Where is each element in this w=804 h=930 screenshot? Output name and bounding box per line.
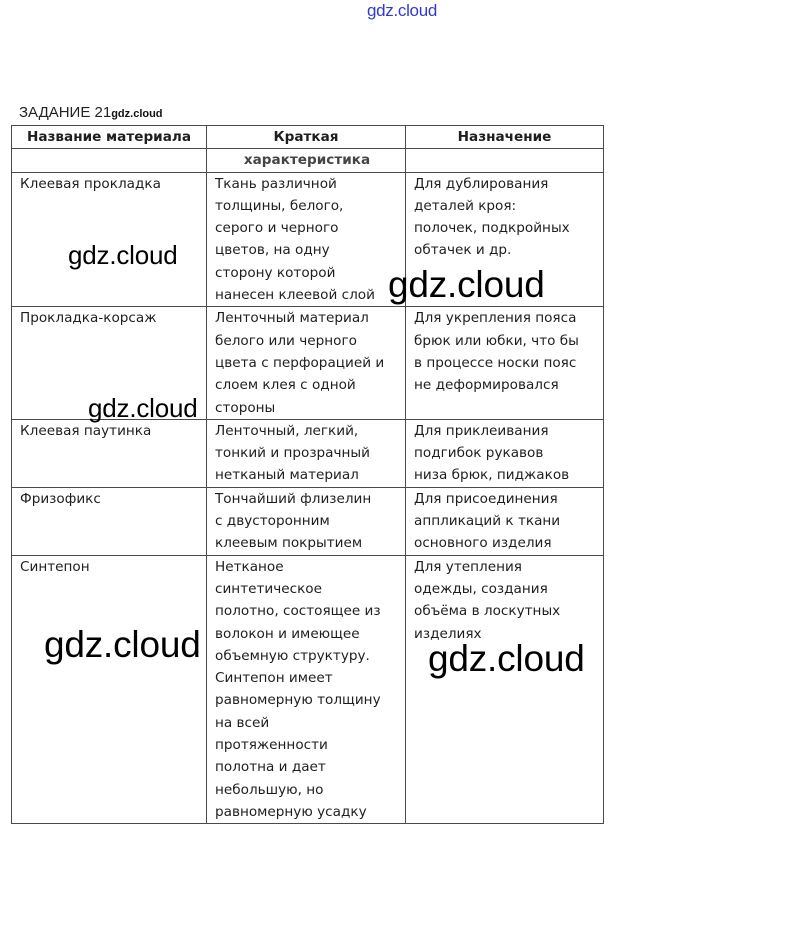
purpose-cell bbox=[406, 307, 604, 419]
cell-text-line: волокон и имеющее bbox=[215, 625, 360, 642]
cell-text-line: сторону которой bbox=[215, 264, 336, 281]
task-title bbox=[19, 104, 163, 121]
material-name-cell bbox=[12, 419, 207, 487]
description-cell bbox=[207, 555, 406, 824]
cell-text-line: Для приклеивания bbox=[414, 422, 549, 439]
cell-text-line: серого и черного bbox=[215, 220, 339, 237]
watermark-5: gdz.cloud bbox=[428, 638, 585, 679]
cell-text-line: Для укрепления пояса bbox=[414, 310, 577, 327]
cell-text-line: основного изделия bbox=[414, 535, 552, 552]
cell-text-line: Клеевая прокладка bbox=[20, 175, 161, 192]
cell-text-line: изделиях bbox=[414, 625, 482, 642]
cell-text-line: нетканый материал bbox=[215, 467, 359, 484]
cell-text-line: равномерную толщину bbox=[215, 692, 381, 709]
header-short-description: Краткая bbox=[207, 126, 406, 149]
description-cell bbox=[207, 307, 406, 419]
cell-text-line: Синтепон имеет bbox=[215, 670, 333, 687]
material-name-cell bbox=[12, 487, 207, 555]
cell-text-line: Фризофикс bbox=[20, 490, 101, 507]
cell-text-line: не деформировался bbox=[414, 377, 559, 394]
cell-text-line: объёма в лоскутных bbox=[414, 603, 561, 620]
cell-text-line: Прокладка-корсаж bbox=[20, 310, 157, 327]
cell-text-line: брюк или юбки, что бы bbox=[414, 332, 579, 349]
cell-text-line: синтетическое bbox=[215, 580, 322, 597]
cell-text-line: Клеевая паутинка bbox=[20, 422, 152, 439]
description-cell bbox=[207, 419, 406, 487]
cell-text-line: небольшую, но bbox=[215, 781, 324, 798]
cell-text-line: полочек, подкройных bbox=[414, 220, 570, 237]
cell-text-line: одежды, создания bbox=[414, 580, 548, 597]
cell-text-line: деталей кроя: bbox=[414, 197, 517, 214]
cell-text-line: равномерную усадку bbox=[215, 803, 367, 820]
table-row bbox=[12, 419, 604, 487]
subheader-empty-1 bbox=[12, 149, 207, 172]
task-title-watermark: gdz.cloud bbox=[111, 108, 163, 120]
cell-text-line: Нетканое bbox=[215, 558, 284, 575]
cell-text-line: аппликаций к ткани bbox=[414, 513, 561, 530]
cell-text-line: протяженности bbox=[215, 737, 328, 754]
cell-text-line: низа брюк, пиджаков bbox=[414, 467, 570, 484]
cell-text-line: с двусторонним bbox=[215, 513, 330, 530]
cell-text-line: толщины, белого, bbox=[215, 197, 344, 214]
material-name-cell bbox=[12, 555, 207, 824]
subheader-empty-3 bbox=[406, 149, 604, 172]
cell-text-line: Для присоединения bbox=[414, 490, 558, 507]
cell-text-line: стороны bbox=[215, 399, 276, 416]
watermark-3: gdz.cloud bbox=[88, 393, 198, 423]
table-row bbox=[12, 555, 604, 824]
header-material-name: Название материала bbox=[12, 126, 207, 149]
cell-text-line: нанесен клеевой слой bbox=[215, 287, 375, 304]
cell-text-line: на всей bbox=[215, 714, 270, 731]
cell-text-line: объемную структуру. bbox=[215, 647, 370, 664]
cell-text-line: Для утепления bbox=[414, 558, 522, 575]
cell-text-line: Ткань различной bbox=[215, 175, 337, 192]
cell-text-line: Для дублирования bbox=[414, 175, 549, 192]
cell-text-line: цветов, на одну bbox=[215, 242, 330, 259]
cell-text-line: цвета с перфорацией и bbox=[215, 354, 385, 371]
watermark-2: gdz.cloud bbox=[388, 264, 545, 305]
watermark-4: gdz.cloud bbox=[44, 624, 201, 665]
description-cell bbox=[207, 487, 406, 555]
cell-text-line: Тончайший флизелин bbox=[215, 490, 372, 507]
cell-text-line: полотна и дает bbox=[215, 759, 326, 776]
table-row bbox=[12, 487, 604, 555]
cell-text-line: белого или черного bbox=[215, 332, 357, 349]
cell-text-line: клеевым покрытием bbox=[215, 535, 363, 552]
top-watermark: gdz.cloud bbox=[366, 1, 438, 20]
cell-text-line: полотно, состоящее из bbox=[215, 603, 381, 620]
cell-text-line: в процессе носки пояс bbox=[414, 354, 577, 371]
subheader-characteristic: характеристика bbox=[207, 149, 406, 172]
cell-text-line: Синтепон bbox=[20, 558, 90, 575]
purpose-cell bbox=[406, 419, 604, 487]
cell-text-line: слоем клея с одной bbox=[215, 377, 356, 394]
task-title-text: ЗАДАНИЕ 21 bbox=[19, 104, 112, 121]
table-header-row bbox=[12, 126, 604, 149]
cell-text-line: подгибок рукавов bbox=[414, 445, 544, 462]
watermark-1: gdz.cloud bbox=[68, 240, 178, 270]
table-subheader-row bbox=[12, 149, 604, 172]
header-purpose: Назначение bbox=[406, 126, 604, 149]
cell-text-line: тонкий и прозрачный bbox=[215, 445, 370, 462]
cell-text-line: Ленточный материал bbox=[215, 310, 369, 327]
purpose-cell bbox=[406, 555, 604, 824]
description-cell bbox=[207, 172, 406, 307]
cell-text-line: Ленточный, легкий, bbox=[215, 422, 359, 439]
purpose-cell bbox=[406, 487, 604, 555]
materials-table bbox=[11, 125, 604, 824]
cell-text-line: обтачек и др. bbox=[414, 242, 512, 259]
